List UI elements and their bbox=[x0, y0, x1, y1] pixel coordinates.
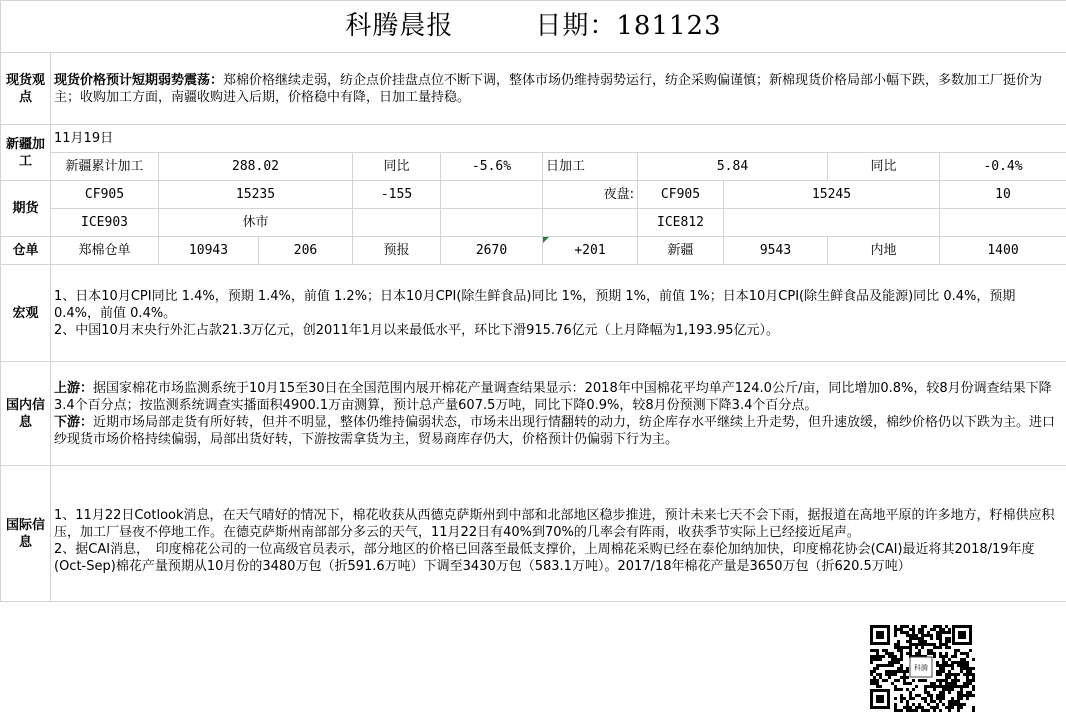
xinjiang-daily-value: 5.84 bbox=[638, 153, 828, 181]
spot-headline: 现货价格预计短期弱势震荡： bbox=[54, 72, 224, 88]
futures-row-1 bbox=[1, 181, 1066, 209]
spot-label: 现货观点 bbox=[1, 53, 51, 125]
futures-contract-1: CF905 bbox=[51, 181, 159, 209]
night-contract-2: ICE812 bbox=[638, 209, 724, 237]
futures-price-1: 15235 bbox=[159, 181, 353, 209]
futures-change-1: -155 bbox=[353, 181, 441, 209]
downstream-text: 近期市场局部走货有所好转，但并不明显，整体仍维持偏弱状态，市场未出现行情翻转的动力，纺企库存水平继续上升走势，但升速放缓，棉纱价格仍以下跌为主。进口纱现货市场价格持续偏弱，局部出货好转，下游按需拿货为主，贸易商库存仍大，价格预计仍偏弱下行为主。 bbox=[54, 414, 1056, 447]
upstream-text: 据国家棉花市场监测系统于10月15至30日在全国范围内展开棉花产量调查结果显示：2018年中国棉花平均单产124.0公斤/亩，同比增加0.8%，较8月份调查结果下降3.4个百分点；按监测系统调查实播面积4900.1万亩测算，预计总产量607.5万吨，同比下降0.9%，较8月份预测下降3.4个百分点。 bbox=[54, 380, 1052, 413]
xinjiang-cum-value: 288.02 bbox=[159, 153, 353, 181]
macro-label: 宏观 bbox=[1, 265, 51, 362]
qr-logo-text: 科腾 bbox=[914, 664, 928, 672]
xinjiang-data-row bbox=[1, 153, 1066, 181]
downstream-label: 下游： bbox=[54, 414, 94, 430]
macro-text bbox=[51, 265, 1066, 362]
international-label: 国际信息 bbox=[1, 466, 51, 602]
futures-status-2: 休市 bbox=[159, 209, 353, 237]
spot-row bbox=[1, 53, 1066, 125]
xinjiang-daily-yoy-label: 同比 bbox=[828, 153, 940, 181]
spot-text bbox=[51, 53, 1066, 125]
warehouse-label: 仓单 bbox=[1, 237, 51, 265]
spot-body: 郑棉价格继续走弱，纺企点价挂盘点位不断下调，整体市场仍维持弱势运行，纺企采购偏谨慎；新棉现货价格局部小幅下跌，多数加工厂挺价为主；收购加工方面，南疆收购进入后期，价格稳中有降，日加工量持稳。 bbox=[54, 72, 1043, 105]
xinjiang-date: 11月19日 bbox=[51, 125, 1066, 153]
inland-value: 1400 bbox=[940, 237, 1066, 265]
title-text: 科腾晨报 bbox=[345, 11, 454, 41]
inland-label: 内地 bbox=[828, 237, 940, 265]
date-label: 日期： bbox=[535, 11, 617, 41]
night-label: 夜盘: bbox=[543, 181, 638, 209]
xinjiang-yoy-value: -5.6% bbox=[441, 153, 543, 181]
xinjiang-yoy-label: 同比 bbox=[353, 153, 441, 181]
warehouse-change: 206 bbox=[259, 237, 353, 265]
futures-contract-2: ICE903 bbox=[51, 209, 159, 237]
xj-label: 新疆 bbox=[638, 237, 724, 265]
report-title bbox=[1, 1, 1066, 53]
macro-p1: 1、日本10月CPI同比 1.4%，预期 1.4%，前值 1.2%；日本10月CPI(除生鲜食品)同比 1%，预期 1%，前值 1%；日本10月CPI(除生鲜食品及能源)同比 0.4%，预期 0.4%，前值 0.4%。 bbox=[54, 288, 1016, 321]
macro-row bbox=[1, 265, 1066, 362]
night-contract-1: CF905 bbox=[638, 181, 724, 209]
xinjiang-daily-label: 日加工 bbox=[543, 153, 638, 181]
futures-label: 期货 bbox=[1, 181, 51, 237]
xj-value: 9543 bbox=[724, 237, 828, 265]
futures-row-2 bbox=[1, 209, 1066, 237]
warehouse-name: 郑棉仓单 bbox=[51, 237, 159, 265]
forecast-label: 预报 bbox=[353, 237, 441, 265]
xinjiang-cum-label: 新疆累计加工 bbox=[51, 153, 159, 181]
qr-code-image bbox=[866, 621, 976, 713]
international-text bbox=[51, 466, 1066, 602]
international-row bbox=[1, 466, 1066, 602]
domestic-label: 国内信息 bbox=[1, 362, 51, 466]
domestic-row bbox=[1, 362, 1066, 466]
xinjiang-label: 新疆加工 bbox=[1, 125, 51, 181]
domestic-upstream bbox=[54, 380, 1063, 414]
night-price-1: 15245 bbox=[724, 181, 940, 209]
macro-p2: 2、中国10月末央行外汇占款21.3万亿元，创2011年1月以来最低水平，环比下滑915.76亿元（上月降幅为1,193.95亿元）。 bbox=[54, 322, 779, 338]
domestic-downstream bbox=[54, 414, 1063, 448]
international-p2: 2、据CAI消息， 印度棉花公司的一位高级官员表示，部分地区的价格已回落至最低支撑价，上周棉花采购已经在泰伦加纳加快，印度棉花协会(CAI)最近将其2018/19年度(Oct-Sep)棉花产量预期从10月份的3480万包（折591.6万吨）下调至3430万包（583.1万吨）。2017/18年棉花产量是3650万包（折620.5万吨） bbox=[54, 541, 1035, 574]
domestic-text bbox=[51, 362, 1066, 466]
header-row bbox=[1, 1, 1066, 53]
xinjiang-date-row bbox=[1, 125, 1066, 153]
forecast-value: 2670 bbox=[441, 237, 543, 265]
date-value: 181123 bbox=[616, 11, 722, 41]
forecast-change: +201 bbox=[543, 237, 638, 265]
warehouse-row bbox=[1, 237, 1066, 265]
international-p1: 1、11月22日Cotlook消息，在天气晴好的情况下，棉花收获从西德克萨斯州到中部和北部地区稳步推进，预计未来七天不会下雨，据报道在高地平原的许多地方，籽棉供应积压，加工厂昼夜不停地工作。在德克萨斯州南部部分多云的天气，11月22日有40%到70%的几率会有阵雨，收获季节实际上已经接近尾声。 bbox=[54, 507, 1055, 540]
upstream-label: 上游： bbox=[54, 380, 94, 396]
night-change-1: 10 bbox=[940, 181, 1066, 209]
xinjiang-daily-yoy-value: -0.4% bbox=[940, 153, 1066, 181]
warehouse-value: 10943 bbox=[159, 237, 259, 265]
